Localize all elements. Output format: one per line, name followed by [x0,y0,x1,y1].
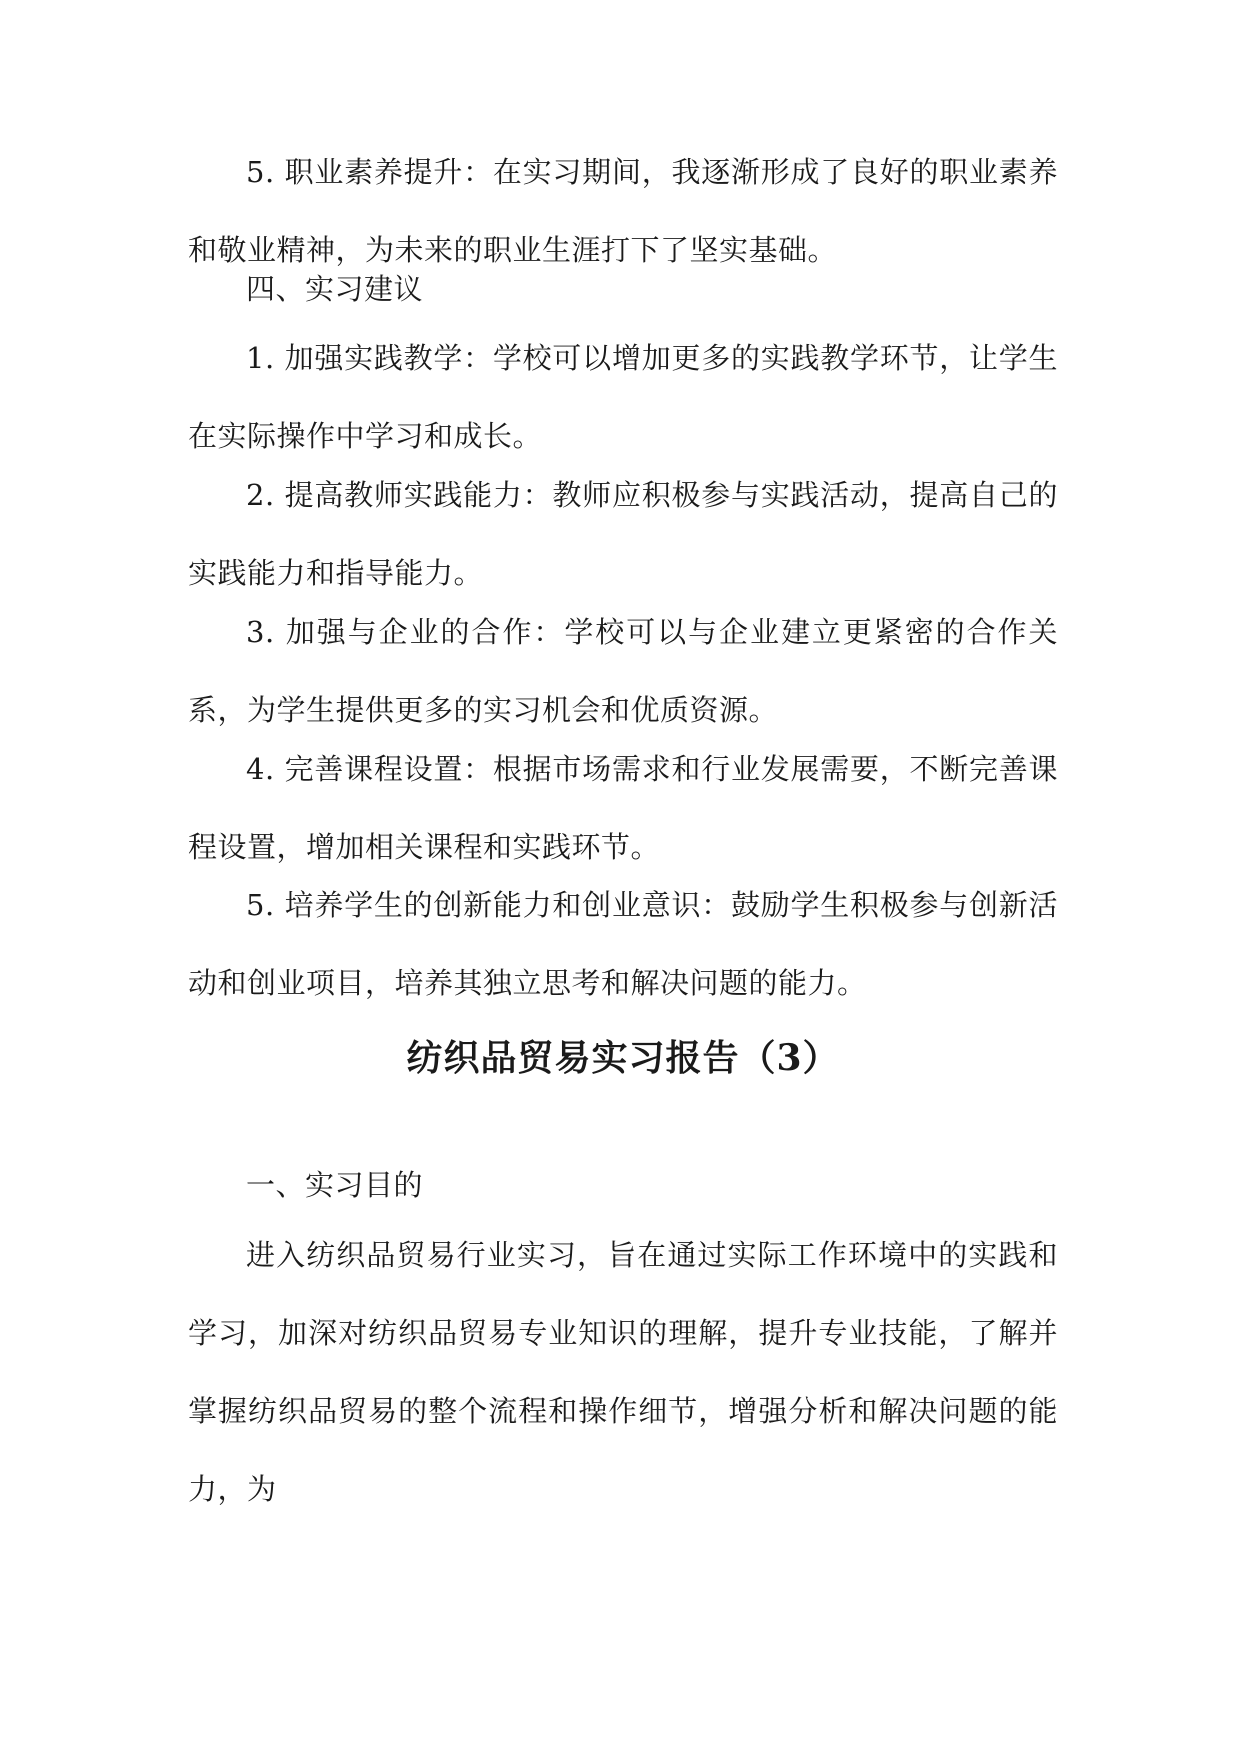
section-heading-purpose: 一、实习目的 [246,1168,424,1202]
paragraph-suggestion-5: 5. 培养学生的创新能力和创业意识：鼓励学生积极参与创新活动和创业项目，培养其独立思考和解决问题的能力。 [188,888,1058,1000]
paragraph-suggestion-1: 1. 加强实践教学：学校可以增加更多的实践教学环节，让学生在实际操作中学习和成长。 [188,341,1058,453]
section-heading-suggestions: 四、实习建议 [246,272,424,306]
report-title: 纺织品贸易实习报告（3） [406,1037,840,1079]
paragraph-suggestion-3: 3. 加强与企业的合作：学校可以与企业建立更紧密的合作关系，为学生提供更多的实习机会和优质资源。 [188,615,1058,727]
paragraph-suggestion-4: 4. 完善课程设置：根据市场需求和行业发展需要，不断完善课程设置，增加相关课程和实践环节。 [188,752,1058,864]
paragraph-career-literacy: 5. 职业素养提升：在实习期间，我逐渐形成了良好的职业素养和敬业精神，为未来的职业生涯打下了坚实基础。 [188,155,1058,267]
paragraph-purpose: 进入纺织品贸易行业实习，旨在通过实际工作环境中的实践和学习，加深对纺织品贸易专业知识的理解，提升专业技能，了解并掌握纺织品贸易的整个流程和操作细节，增强分析和解决问题的能力，为 [188,1238,1058,1506]
paragraph-suggestion-2: 2. 提高教师实践能力：教师应积极参与实践活动，提高自己的实践能力和指导能力。 [188,478,1058,590]
